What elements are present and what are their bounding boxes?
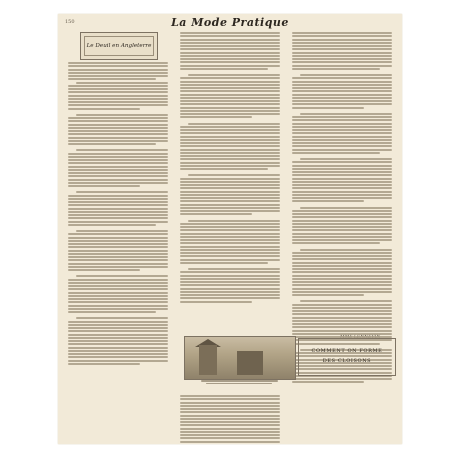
tower-shape bbox=[199, 345, 217, 375]
body-text-block bbox=[292, 32, 392, 385]
illustration-block bbox=[184, 336, 398, 380]
masthead-title: La Mode Pratique bbox=[171, 16, 289, 29]
body-text-block bbox=[180, 32, 280, 304]
illustration-title-line-2: DES CLOISONS bbox=[322, 358, 372, 364]
illustration-title-box bbox=[298, 338, 396, 376]
body-text-block-lower bbox=[180, 395, 280, 444]
article-title-box bbox=[80, 32, 158, 60]
magazine-page bbox=[58, 14, 402, 444]
article-title-frame bbox=[84, 36, 154, 56]
illustration-caption bbox=[184, 380, 294, 386]
illustration-image bbox=[184, 336, 296, 380]
illustration-title-line-1: COMMENT ON FORME bbox=[311, 348, 383, 354]
page-number: 150 bbox=[65, 19, 75, 25]
article-title: Le Deuil en Angleterre bbox=[86, 43, 152, 49]
body-text-block bbox=[68, 62, 168, 366]
building-shape bbox=[237, 351, 263, 375]
